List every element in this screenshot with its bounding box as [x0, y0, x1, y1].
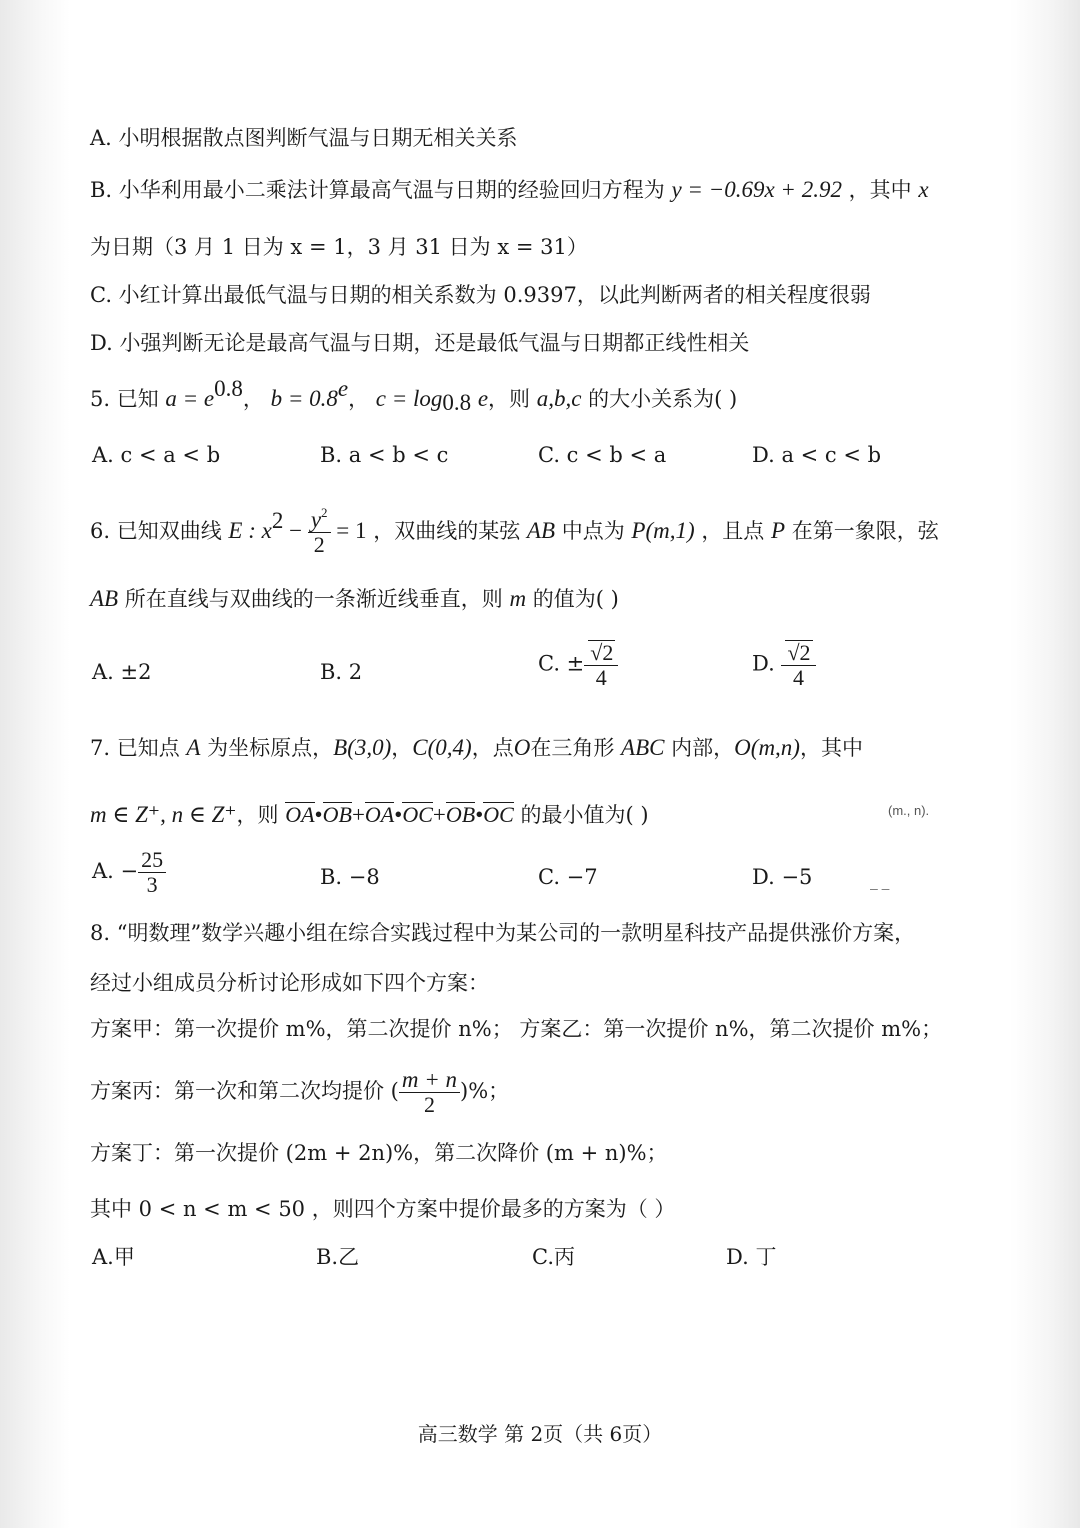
q7-option-a-num: 25	[138, 848, 166, 873]
q7-number: 7.	[90, 736, 111, 760]
q5-stem-pre: 5. 已知	[90, 387, 159, 411]
q7-option-d: D. −5	[752, 865, 813, 889]
q6-stem	[90, 505, 1020, 557]
q6-curve-eq: = 1	[330, 518, 367, 543]
q7-then: ，则	[236, 803, 279, 827]
q6-frac-num: y	[310, 507, 322, 532]
q6-option-d-den: 4	[792, 665, 804, 690]
q8-plan-jia-yi: 方案甲：第一次提价 m%，第二次提价 n%； 方案乙：第一次提价 n%，第二次提价 m%；	[90, 1017, 943, 1041]
q7-stem-2: 为坐标原点，	[207, 736, 334, 760]
q5-stem-post: 的大小关系为( )	[588, 387, 738, 411]
q8-plan-bing-den: 2	[423, 1092, 435, 1117]
q6-option-c-num: √2	[590, 640, 614, 665]
q7-line2	[90, 800, 1020, 830]
q6-curve-fraction	[308, 505, 331, 557]
q8-plan-bing-num: m + n	[399, 1068, 460, 1093]
q6-line2-chord: AB	[90, 586, 119, 611]
q5-then: ，则	[488, 387, 531, 411]
q6-stem-5: 在第一象限，弦	[791, 519, 939, 543]
q4-option-a: A. 小明根据散点图判断气温与日期无相关关系	[90, 126, 518, 150]
q7-vector-oc-1: OC	[402, 802, 433, 827]
q6-frac-den: 2	[313, 532, 325, 557]
q7-vector-oa-1: OA	[285, 802, 315, 827]
q6-option-c-fraction	[584, 640, 618, 690]
q7-option-a-den: 3	[146, 872, 158, 897]
q6-curve-minus: −	[283, 518, 308, 543]
q7-vector-ob-1: OB	[322, 802, 352, 827]
q7-vector-oa-2: OA	[364, 802, 395, 827]
q6-option-c	[538, 640, 618, 690]
q5-option-b: B. a < b < c	[320, 443, 449, 467]
q7-point-a: A	[186, 735, 201, 760]
q5-c-def: c = log	[375, 386, 443, 411]
q7-vector-ob-2: OB	[445, 802, 476, 827]
q7-triangle: ABC	[621, 735, 665, 760]
q7-condition: m ∈ Z⁺, n ∈ Z⁺	[90, 802, 237, 827]
q6-option-b: B. 2	[320, 660, 363, 684]
q5-a-exp: 0.8	[214, 376, 243, 401]
q7-option-a	[92, 848, 166, 897]
q7-point-b: B(3,0)	[333, 735, 392, 760]
q6-line2	[90, 584, 1020, 614]
q8-option-c: C.丙	[532, 1245, 575, 1269]
q8-option-b: B.乙	[316, 1245, 360, 1269]
q7-handwritten-note: (m., n).	[888, 803, 930, 818]
q7-dot-2: •	[394, 802, 403, 827]
q6-option-d-fraction	[781, 640, 815, 690]
q7-point-o: O	[513, 735, 531, 760]
q7-option-a-fraction	[138, 848, 166, 897]
q7-vector-oc-2: OC	[483, 802, 514, 827]
q6-line2-text: 所在直线与双曲线的一条渐近线垂直，则	[124, 587, 503, 611]
q5-option-a: A. c < a < b	[92, 443, 221, 467]
q7-stem-1: 已知点	[116, 736, 180, 760]
q5-stem: 5. 已知 $a = e^{0.8}$， b = 0.8$^e$， $c = \log_{0.8} e$，则 a,b,c 的大小关系为( )	[90, 376, 738, 415]
q6-stem-1: 已知双曲线	[116, 519, 222, 543]
q7-plus-2: +	[432, 802, 446, 827]
q6-option-d-label: D.	[752, 651, 775, 676]
q4-option-b-line2: 为日期（3 月 1 日为 x = 1，3 月 31 日为 x = 31）	[90, 235, 588, 259]
q7-option-c: C. −7	[538, 865, 598, 889]
q4-regression-equation: y = −0.69x + 2.92	[671, 177, 842, 202]
q7-o-coords: O(m,n)	[734, 735, 800, 760]
q6-option-c-den: 4	[595, 665, 607, 690]
q7-dot-1: •	[314, 802, 323, 827]
q5-a-def: a = e	[165, 386, 215, 411]
q5-c-sub: 0.8	[442, 390, 472, 415]
q6-stem-4: ，且点	[701, 519, 765, 543]
q4-option-b	[90, 175, 1020, 205]
q7-sep: ，	[391, 736, 413, 760]
q7-stem	[90, 733, 1020, 763]
q7-tail: 的最小值为( )	[520, 803, 649, 827]
q5-option-d: D. a < c < b	[752, 443, 882, 467]
q7-option-b: B. −8	[320, 865, 380, 889]
q4-option-c: C. 小红计算出最低气温与日期的相关系数为 0.9397，以此判断两者的相关程度很弱	[90, 283, 871, 307]
page-footer: 高三数学 第 2页（共 6页）	[417, 1422, 663, 1446]
q8-option-a: A.甲	[92, 1245, 135, 1269]
q8-plan-bing	[90, 1068, 1020, 1117]
q5-b-exp: e	[337, 376, 349, 401]
q5-c-tail: e	[477, 386, 489, 411]
q8-plan-bing-post: )%；	[460, 1079, 510, 1103]
q5-option-c: C. c < b < a	[538, 443, 667, 467]
q8-option-d: D. 丁	[726, 1245, 777, 1269]
q4-option-d: D. 小强判断无论是最高气温与日期，还是最低气温与日期都正线性相关	[90, 331, 750, 355]
q6-option-d-num: √2	[787, 640, 811, 665]
q4-option-b-text: B. 小华利用最小二乘法计算最高气温与日期的经验回归方程为	[90, 178, 665, 202]
q6-midpoint: P(m,1)	[631, 518, 695, 543]
q7-option-a-label: A. −	[92, 859, 139, 883]
q7-stem-4: 在三角形	[530, 736, 615, 760]
q6-stem-3: 中点为	[561, 519, 625, 543]
q4-option-b-post: ，其中	[848, 178, 912, 202]
q8-condition: 其中 0 < n < m < 50 ，则四个方案中提价最多的方案为（ ）	[90, 1197, 676, 1221]
q6-option-d	[752, 640, 816, 690]
q8-stem-line1: 8. “明数理”数学兴趣小组在综合实践过程中为某公司的一款明星科技产品提供涨价方案，	[90, 921, 916, 945]
q6-curve-exp: 2	[271, 508, 284, 533]
q8-stem-line2: 经过小组成员分析讨论形成如下四个方案：	[90, 971, 489, 995]
q7-dash-marks: – –	[870, 880, 890, 896]
q7-point-c: C(0,4)	[412, 735, 472, 760]
q6-stem-2: ，双曲线的某弦	[373, 519, 521, 543]
q4-option-b-var: x	[918, 177, 929, 202]
q6-option-a: A. ±2	[92, 660, 152, 684]
q6-frac-num-exp: 2	[321, 505, 328, 520]
q6-option-c-label: C. ±	[538, 651, 585, 676]
q7-stem-3: ，点	[471, 736, 514, 760]
q6-number: 6.	[90, 519, 111, 543]
q7-plus-1: +	[351, 802, 365, 827]
q7-stem-5: 内部，	[671, 736, 735, 760]
q8-plan-bing-fraction	[399, 1068, 460, 1117]
q6-chord: AB	[526, 518, 556, 543]
q6-curve: E : x	[228, 518, 272, 543]
q5-b-def: b = 0.8	[270, 386, 338, 411]
q6-line2-m: m	[509, 586, 527, 611]
q5-vars: a,b,c	[536, 386, 582, 411]
q6-point: P	[771, 518, 786, 543]
q6-line2-end: 的值为( )	[532, 587, 619, 611]
q8-plan-ding: 方案丁：第一次提价 (2m + 2n)%，第二次降价 (m + n)%；	[90, 1141, 668, 1165]
q8-plan-bing-pre: 方案丙：第一次和第二次均提价 (	[90, 1079, 399, 1103]
q7-stem-6: ，其中	[799, 736, 863, 760]
q7-dot-3: •	[475, 802, 484, 827]
